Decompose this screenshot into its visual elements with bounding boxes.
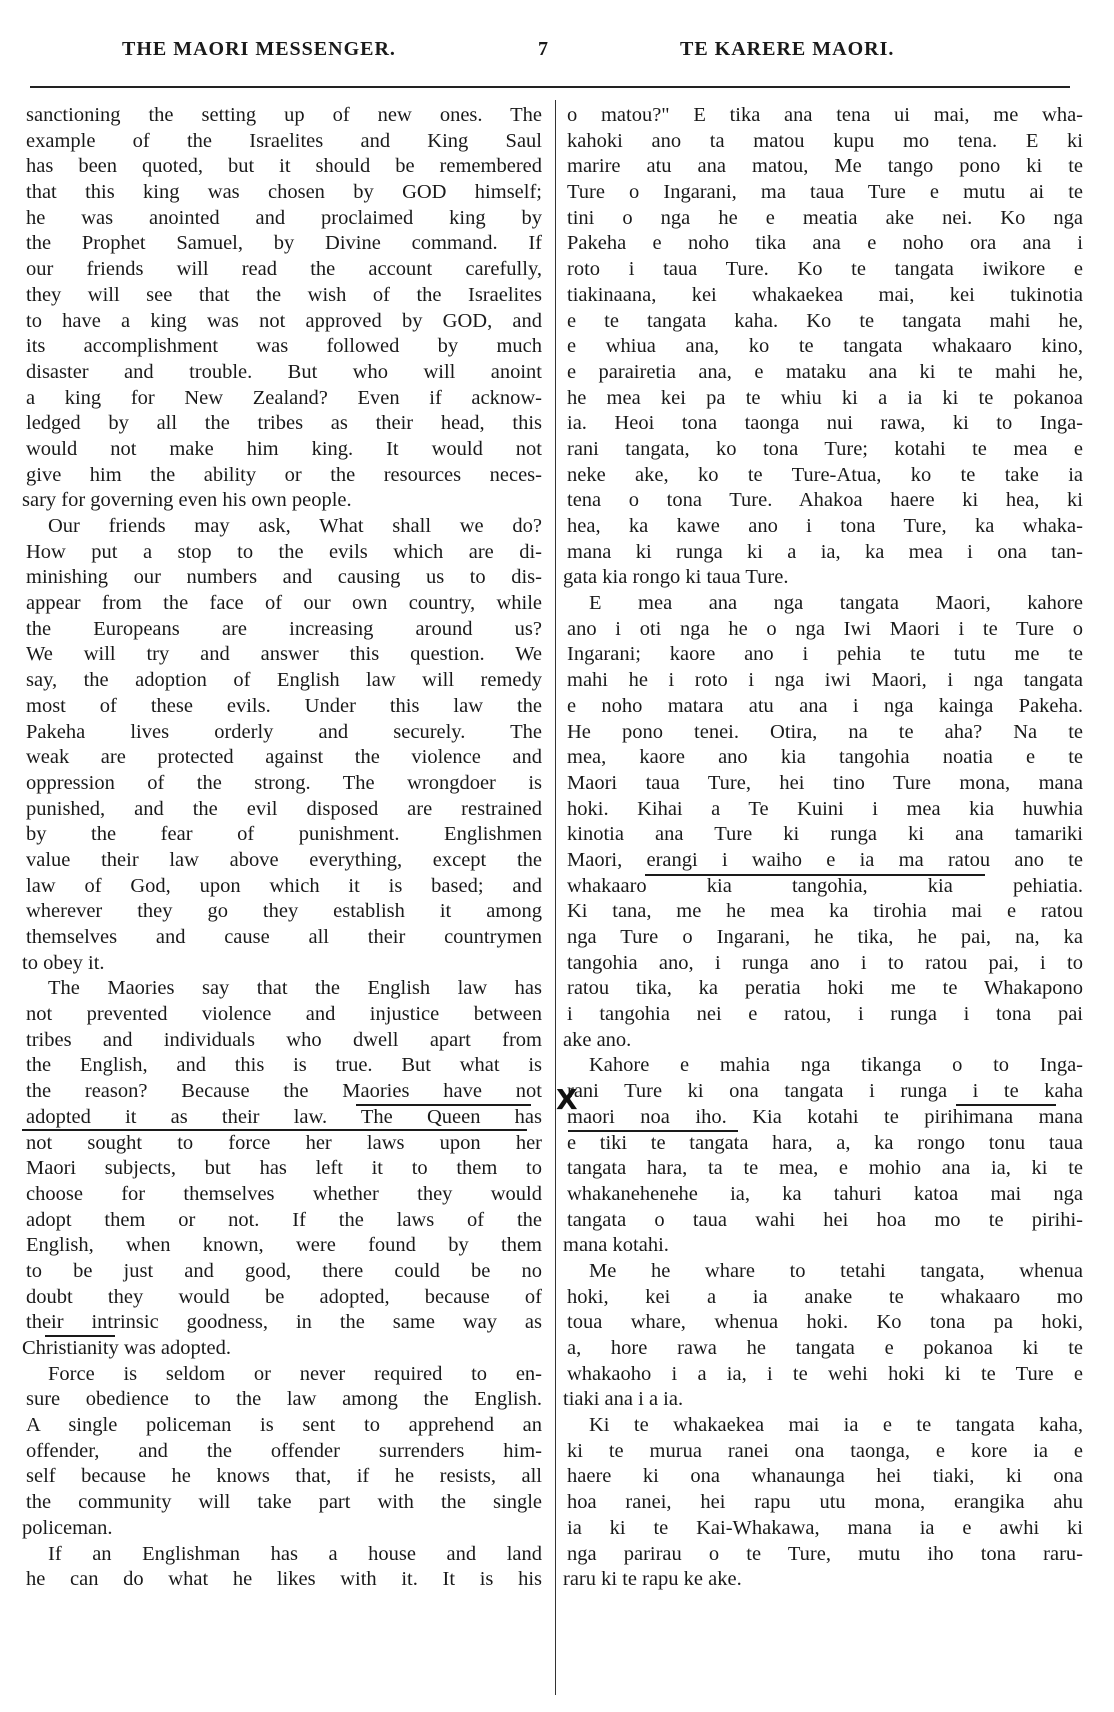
header-left-title: THE MAORI MESSENGER.: [122, 38, 396, 60]
text-line: sanctioning the setting up of new ones. The: [26, 104, 542, 126]
text-line: Maori taua Ture, hei tino Ture mona, mana: [567, 771, 1083, 794]
text-line: offender, and the offender surrenders him-: [26, 1439, 542, 1462]
text-line: tangohia ano, i runga ano i to ratou pai, i to: [567, 951, 1083, 974]
text-line: tiakinaana, kei whakaekea mai, kei tukinotia: [567, 283, 1083, 306]
text-line: English, when known, were found by them: [26, 1234, 542, 1257]
text-line: they will see that the wish of the Israelites: [26, 283, 542, 306]
text-line: choose for themselves whether they would: [26, 1182, 542, 1205]
text-line: i tangohia nei e ratou, i runga i tona pai: [567, 1003, 1083, 1026]
text-line: he was anointed and proclaimed king by: [26, 206, 542, 229]
text-line: rani Ture ki ona tangata i runga i te kaha: [567, 1080, 1083, 1103]
text-line: toua whare, whenua hoki. Ko tona pa hoki,: [567, 1311, 1083, 1334]
text-line: ki te murua ranei ona taonga, e kore ia e: [567, 1439, 1083, 1462]
margin-x-mark: X: [556, 1083, 578, 1116]
text-line: tribes and individuals who dwell apart from: [26, 1028, 542, 1051]
text-line: He pono tenei. Otira, na te aha? Na te: [567, 720, 1083, 743]
text-line: the English, and this is true. But what is: [26, 1054, 542, 1077]
text-line: our friends will read the account carefully,: [26, 258, 542, 281]
text-line: weak are protected against the violence and: [26, 746, 542, 769]
text-line: punished, and the evil disposed are restrained: [26, 797, 542, 820]
text-line: example of the Israelites and King Saul: [26, 129, 542, 152]
text-line: doubt they would be adopted, because of: [26, 1285, 542, 1308]
text-line: Our friends may ask, What shall we do?: [48, 515, 542, 537]
text-line: Ki te whakaekea mai ia e te tangata kaha,: [589, 1414, 1083, 1437]
text-line: tangata hara, ta te mea, e mohio ana ia, ki te: [567, 1157, 1083, 1180]
text-line: haere ki ona whanaunga hei tiaki, ki ona: [567, 1465, 1083, 1488]
text-line: nga parirau o te Ture, mutu iho tona raru-: [567, 1542, 1083, 1565]
text-line: e whiua ana, ko te tangata whakaaro kino,: [567, 335, 1083, 358]
text-line: Ingarani; kaore ano i pehia te tutu me te: [567, 643, 1083, 666]
text-line: mana kotahi.: [563, 1234, 669, 1257]
text-line: hoki, kei a ia anake te whakaaro mo: [567, 1285, 1083, 1308]
text-line: E mea ana nga tangata Maori, kahore: [589, 592, 1083, 615]
text-line: whakaoho i a ia, i te wehi hoki ki te Ture e: [567, 1362, 1083, 1385]
text-line: a, hore rawa he tangata e pokanoa ki te: [567, 1337, 1083, 1359]
text-line: law of God, upon which it is based; and: [26, 874, 542, 897]
text-line: Ture o Ingarani, ma taua Ture e mutu ai te: [567, 181, 1083, 204]
text-line: Maori subjects, but has left it to them to: [26, 1157, 542, 1180]
text-line: adopt them or not. If the laws of the: [26, 1208, 542, 1231]
text-line: hea, ka kawe ano i tona Ture, ka whaka-: [567, 515, 1083, 537]
text-line: e parairetia ana, e mataku ana ki te mahi he,: [567, 360, 1083, 383]
handwritten-underline: [645, 874, 985, 876]
handwritten-underline: [45, 1335, 115, 1337]
text-line: adopted it as their law. The Queen has: [26, 1105, 542, 1128]
handwritten-underline: [22, 1129, 527, 1131]
text-line: tena o tona Ture. Ahakoa haere ki hea, ki: [567, 489, 1083, 512]
handwritten-underline: [356, 1104, 531, 1106]
text-line: wherever they go they establish it among: [26, 900, 542, 923]
text-line: We will try and answer this question. We: [26, 643, 542, 666]
text-line: sary for governing even his own people.: [22, 489, 352, 512]
page-header: [0, 38, 1114, 78]
header-rule: [30, 86, 1070, 88]
text-line: Pakeha lives orderly and securely. The: [26, 720, 542, 743]
text-line: tangata o taua wahi hei hoa mo te pirihi-: [567, 1208, 1083, 1231]
text-line: give him the ability or the resources neces-: [26, 463, 542, 486]
text-line: Christianity was adopted.: [22, 1337, 231, 1359]
text-line: nga Ture o Ingarani, he tika, he pai, na, ka: [567, 926, 1083, 948]
text-line: Maori, erangi i waiho e ia ma ratou ano te: [567, 848, 1083, 871]
text-line: Kahore e mahia nga tikanga o to Inga-: [589, 1054, 1083, 1077]
text-line: sure obedience to the law among the English.: [26, 1388, 542, 1411]
text-line: The Maories say that the English law has: [48, 977, 542, 1000]
text-line: roto i taua Ture. Ko te tangata iwikore e: [567, 258, 1083, 281]
text-line: not prevented violence and injustice between: [26, 1003, 542, 1026]
text-line: whakanehenehe ia, ka tahuri katoa mai nga: [567, 1182, 1083, 1205]
text-line: ake ano.: [563, 1028, 632, 1051]
handwritten-underline: [568, 1130, 738, 1132]
column-divider: [555, 100, 556, 1695]
text-line: not sought to force her laws upon her: [26, 1131, 542, 1154]
text-line: e tiki te tangata hara, a, ka rongo tonu taua: [567, 1131, 1083, 1154]
header-right-title: TE KARERE MAORI.: [680, 38, 895, 60]
text-line: e noho matara atu ana i nga kainga Pakeha.: [567, 694, 1083, 717]
maori-column: [563, 103, 1083, 1593]
text-line: hoki. Kihai a Te Kuini i mea kia huwhia: [567, 797, 1083, 820]
text-line: that this king was chosen by GOD himself;: [26, 181, 542, 204]
text-line: to be just and good, there could be no: [26, 1259, 542, 1282]
text-line: kinotia ana Ture ki runga ki ana tamariki: [567, 823, 1083, 846]
text-line: If an Englishman has a house and land: [48, 1542, 542, 1565]
text-line: neke ake, ko te Ture-Atua, ko te take ia: [567, 463, 1083, 486]
text-line: its accomplishment was followed by much: [26, 335, 542, 358]
text-line: he can do what he likes with it. It is his: [26, 1568, 542, 1591]
text-line: Pakeha e noho tika ana e noho ora ana i: [567, 232, 1083, 255]
english-column: [22, 103, 542, 1593]
text-line: disaster and trouble. But who will anoint: [26, 360, 542, 383]
text-line: e te tangata kaha. Ko te tangata mahi he,: [567, 309, 1083, 332]
text-line: How put a stop to the evils which are di-: [26, 540, 542, 563]
text-line: ano i oti nga he o nga Iwi Maori i te Ture o: [567, 617, 1083, 640]
text-line: Me he whare to tetahi tangata, whenua: [589, 1259, 1083, 1282]
text-line: minishing our numbers and causing us to dis-: [26, 566, 542, 589]
text-line: the reason? Because the Maories have not: [26, 1080, 542, 1103]
text-line: to have a king was not approved by GOD, and: [26, 309, 542, 332]
text-line: most of these evils. Under this law the: [26, 694, 542, 717]
text-line: maori noa iho. Kia kotahi te pirihimana mana: [567, 1105, 1083, 1128]
handwritten-underline: [956, 1104, 1056, 1106]
text-line: their intrinsic goodness, in the same way as: [26, 1311, 542, 1334]
text-line: tini o nga he e meatia ake nei. Ko nga: [567, 206, 1083, 229]
text-line: a king for New Zealand? Even if acknow-: [26, 386, 542, 409]
text-line: the Europeans are increasing around us?: [26, 617, 542, 640]
text-line: the community will take part with the single: [26, 1491, 542, 1514]
text-line: to obey it.: [22, 951, 105, 974]
text-line: value their law above everything, except the: [26, 848, 542, 871]
text-line: say, the adoption of English law will remedy: [26, 669, 542, 692]
text-line: themselves and cause all their countrymen: [26, 926, 542, 948]
text-line: mahi he i roto i nga iwi Maori, i nga tangata: [567, 669, 1083, 692]
text-line: tiaki ana i a ia.: [563, 1388, 684, 1411]
text-line: marire atu ana matou, Me tango pono ki te: [567, 155, 1083, 178]
text-line: kahoki ano ta matou kupu mo tena. E ki: [567, 129, 1083, 152]
text-line: ia ki te Kai-Whakawa, mana ia e awhi ki: [567, 1516, 1083, 1539]
text-line: ratou tika, ka peratia hoki me te Whakapono: [567, 977, 1083, 1000]
text-line: o matou?" E tika ana tena ui mai, me wha-: [567, 104, 1083, 126]
text-line: ia. Heoi tona taonga nui rawa, ki to Inga-: [567, 412, 1083, 435]
text-line: hoa ranei, hei rapu utu mona, erangika ahu: [567, 1491, 1083, 1514]
text-line: mana ki runga ki a ia, ka mea i ona tan-: [567, 540, 1083, 563]
text-line: whakaaro kia tangohia, kia pehiatia.: [567, 874, 1083, 897]
text-line: A single policeman is sent to apprehend an: [26, 1414, 542, 1437]
text-line: oppression of the strong. The wrongdoer is: [26, 771, 542, 794]
text-line: Force is seldom or never required to en-: [48, 1362, 542, 1385]
text-line: by the fear of punishment. Englishmen: [26, 823, 542, 846]
text-line: mea, kaore ano kia tangohia noatia e te: [567, 746, 1083, 769]
text-line: appear from the face of our own country, while: [26, 592, 542, 615]
text-line: ledged by all the tribes as their head, this: [26, 412, 542, 435]
text-line: the Prophet Samuel, by Divine command. If: [26, 232, 542, 255]
text-line: has been quoted, but it should be remembered: [26, 155, 542, 178]
text-line: he mea kei pa te whiu ki a ia ki te pokanoa: [567, 386, 1083, 409]
text-line: would not make him king. It would not: [26, 437, 542, 460]
text-line: gata kia rongo ki taua Ture.: [563, 566, 789, 589]
text-line: policeman.: [22, 1516, 113, 1539]
text-line: self because he knows that, if he resists, all: [26, 1465, 542, 1488]
text-line: Ki tana, me he mea ka tirohia mai e ratou: [567, 900, 1083, 923]
text-line: raru ki te rapu ke ake.: [563, 1568, 742, 1591]
page-number: 7: [538, 38, 549, 60]
text-line: rani tangata, ko tona Ture; kotahi te mea e: [567, 437, 1083, 460]
